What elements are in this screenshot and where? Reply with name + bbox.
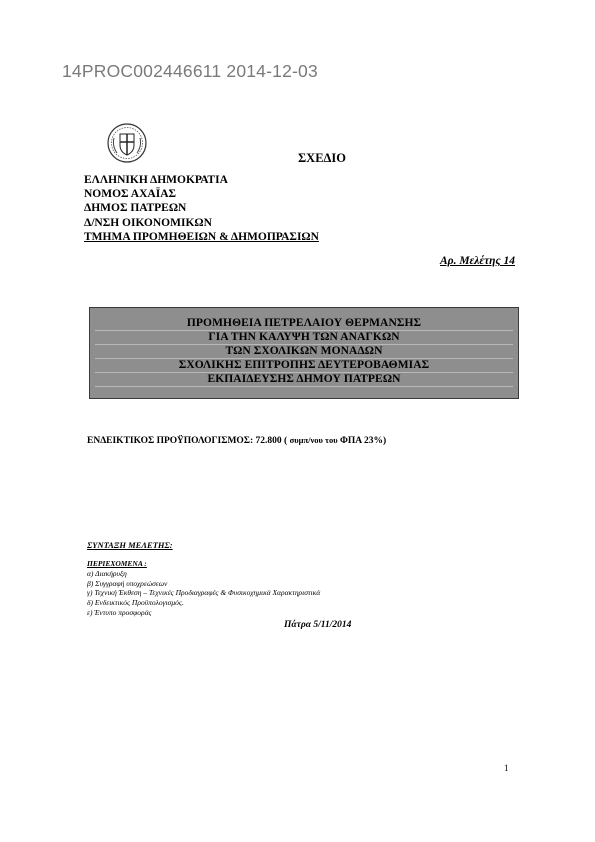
issuer-prefecture: ΝΟΜΟΣ ΑΧΑΪΑΣ: [84, 188, 177, 201]
contents-item: δ) Ενδεικτικός Προϋπολογισμός.: [87, 598, 184, 608]
issuer-department: ΤΜΗΜΑ ΠΡΟΜΗΘΕΙΩΝ & ΔΗΜΟΠΡΑΣΙΩΝ: [84, 230, 319, 243]
issuer-block: [84, 173, 319, 244]
title-line: ΓΙΑ ΤΗΝ ΚΑΛΥΨΗ ΤΩΝ ΑΝΑΓΚΩΝ: [95, 331, 513, 345]
page-number: 1: [504, 763, 509, 773]
draft-label: ΣΧΕΔΙΟ: [298, 151, 346, 165]
issuer-directorate: Δ/ΝΣΗ ΟΙΚΟΝΟΜΙΚΩΝ: [84, 216, 212, 229]
issuer-republic: ΕΛΛΗΝΙΚΗ ΔΗΜΟΚΡΑΤΙΑ: [84, 174, 228, 186]
document-stamp: 14PROC002446611 2014-12-03: [62, 61, 318, 81]
contents-heading: ΠΕΡΙΕΧΟΜΕΝΑ :: [87, 559, 147, 568]
contents-item: γ) Τεχνική Έκθεση – Τεχνικές Προδιαγραφές & Φυσικοχημικά Χαρακτηριστικά: [87, 588, 321, 598]
budget-note: συμπ/νου του: [289, 435, 338, 445]
compose-label: ΣΥΝΤΑΞΗ ΜΕΛΕΤΗΣ:: [87, 540, 173, 550]
contents-item: α) Διακήρυξη: [87, 568, 127, 578]
budget-vat: ΦΠΑ 23%): [340, 436, 387, 446]
title-box: [89, 307, 519, 399]
title-line: ΣΧΟΛΙΚΗΣ ΕΠΙΤΡΟΠΗΣ ΔΕΥΤΕΡΟΒΑΘΜΙΑΣ: [95, 359, 513, 373]
contents-item: ε) Έντυπο προσφοράς: [87, 607, 152, 617]
contents-item: β) Συγγραφή υποχρεώσεων: [87, 578, 168, 588]
budget-label: ΕΝΔΕΙΚΤΙΚΟΣ ΠΡΟΫΠΟΛΟΓΙΣΜΟΣ: 72.800 (: [87, 436, 288, 446]
title-line: ΕΚΠΑΙΔΕΥΣΗΣ ΔΗΜΟΥ ΠΑΤΡΕΩΝ: [95, 373, 513, 387]
contents-block: [87, 559, 320, 618]
budget-line: [87, 435, 386, 446]
greek-state-emblem-icon: [106, 122, 148, 164]
title-line: ΠΡΟΜΗΘΕΙΑ ΠΕΤΡΕΛΑΙΟΥ ΘΕΡΜΑΝΣΗΣ: [95, 317, 513, 331]
title-line: ΤΩΝ ΣΧΟΛΙΚΩΝ ΜΟΝΑΔΩΝ: [95, 345, 513, 359]
issuer-municipality: ΔΗΜΟΣ ΠΑΤΡΕΩΝ: [84, 202, 187, 215]
study-number: Αρ. Μελέτης 14: [439, 255, 515, 267]
place-date: Πάτρα 5/11/2014: [284, 620, 352, 630]
